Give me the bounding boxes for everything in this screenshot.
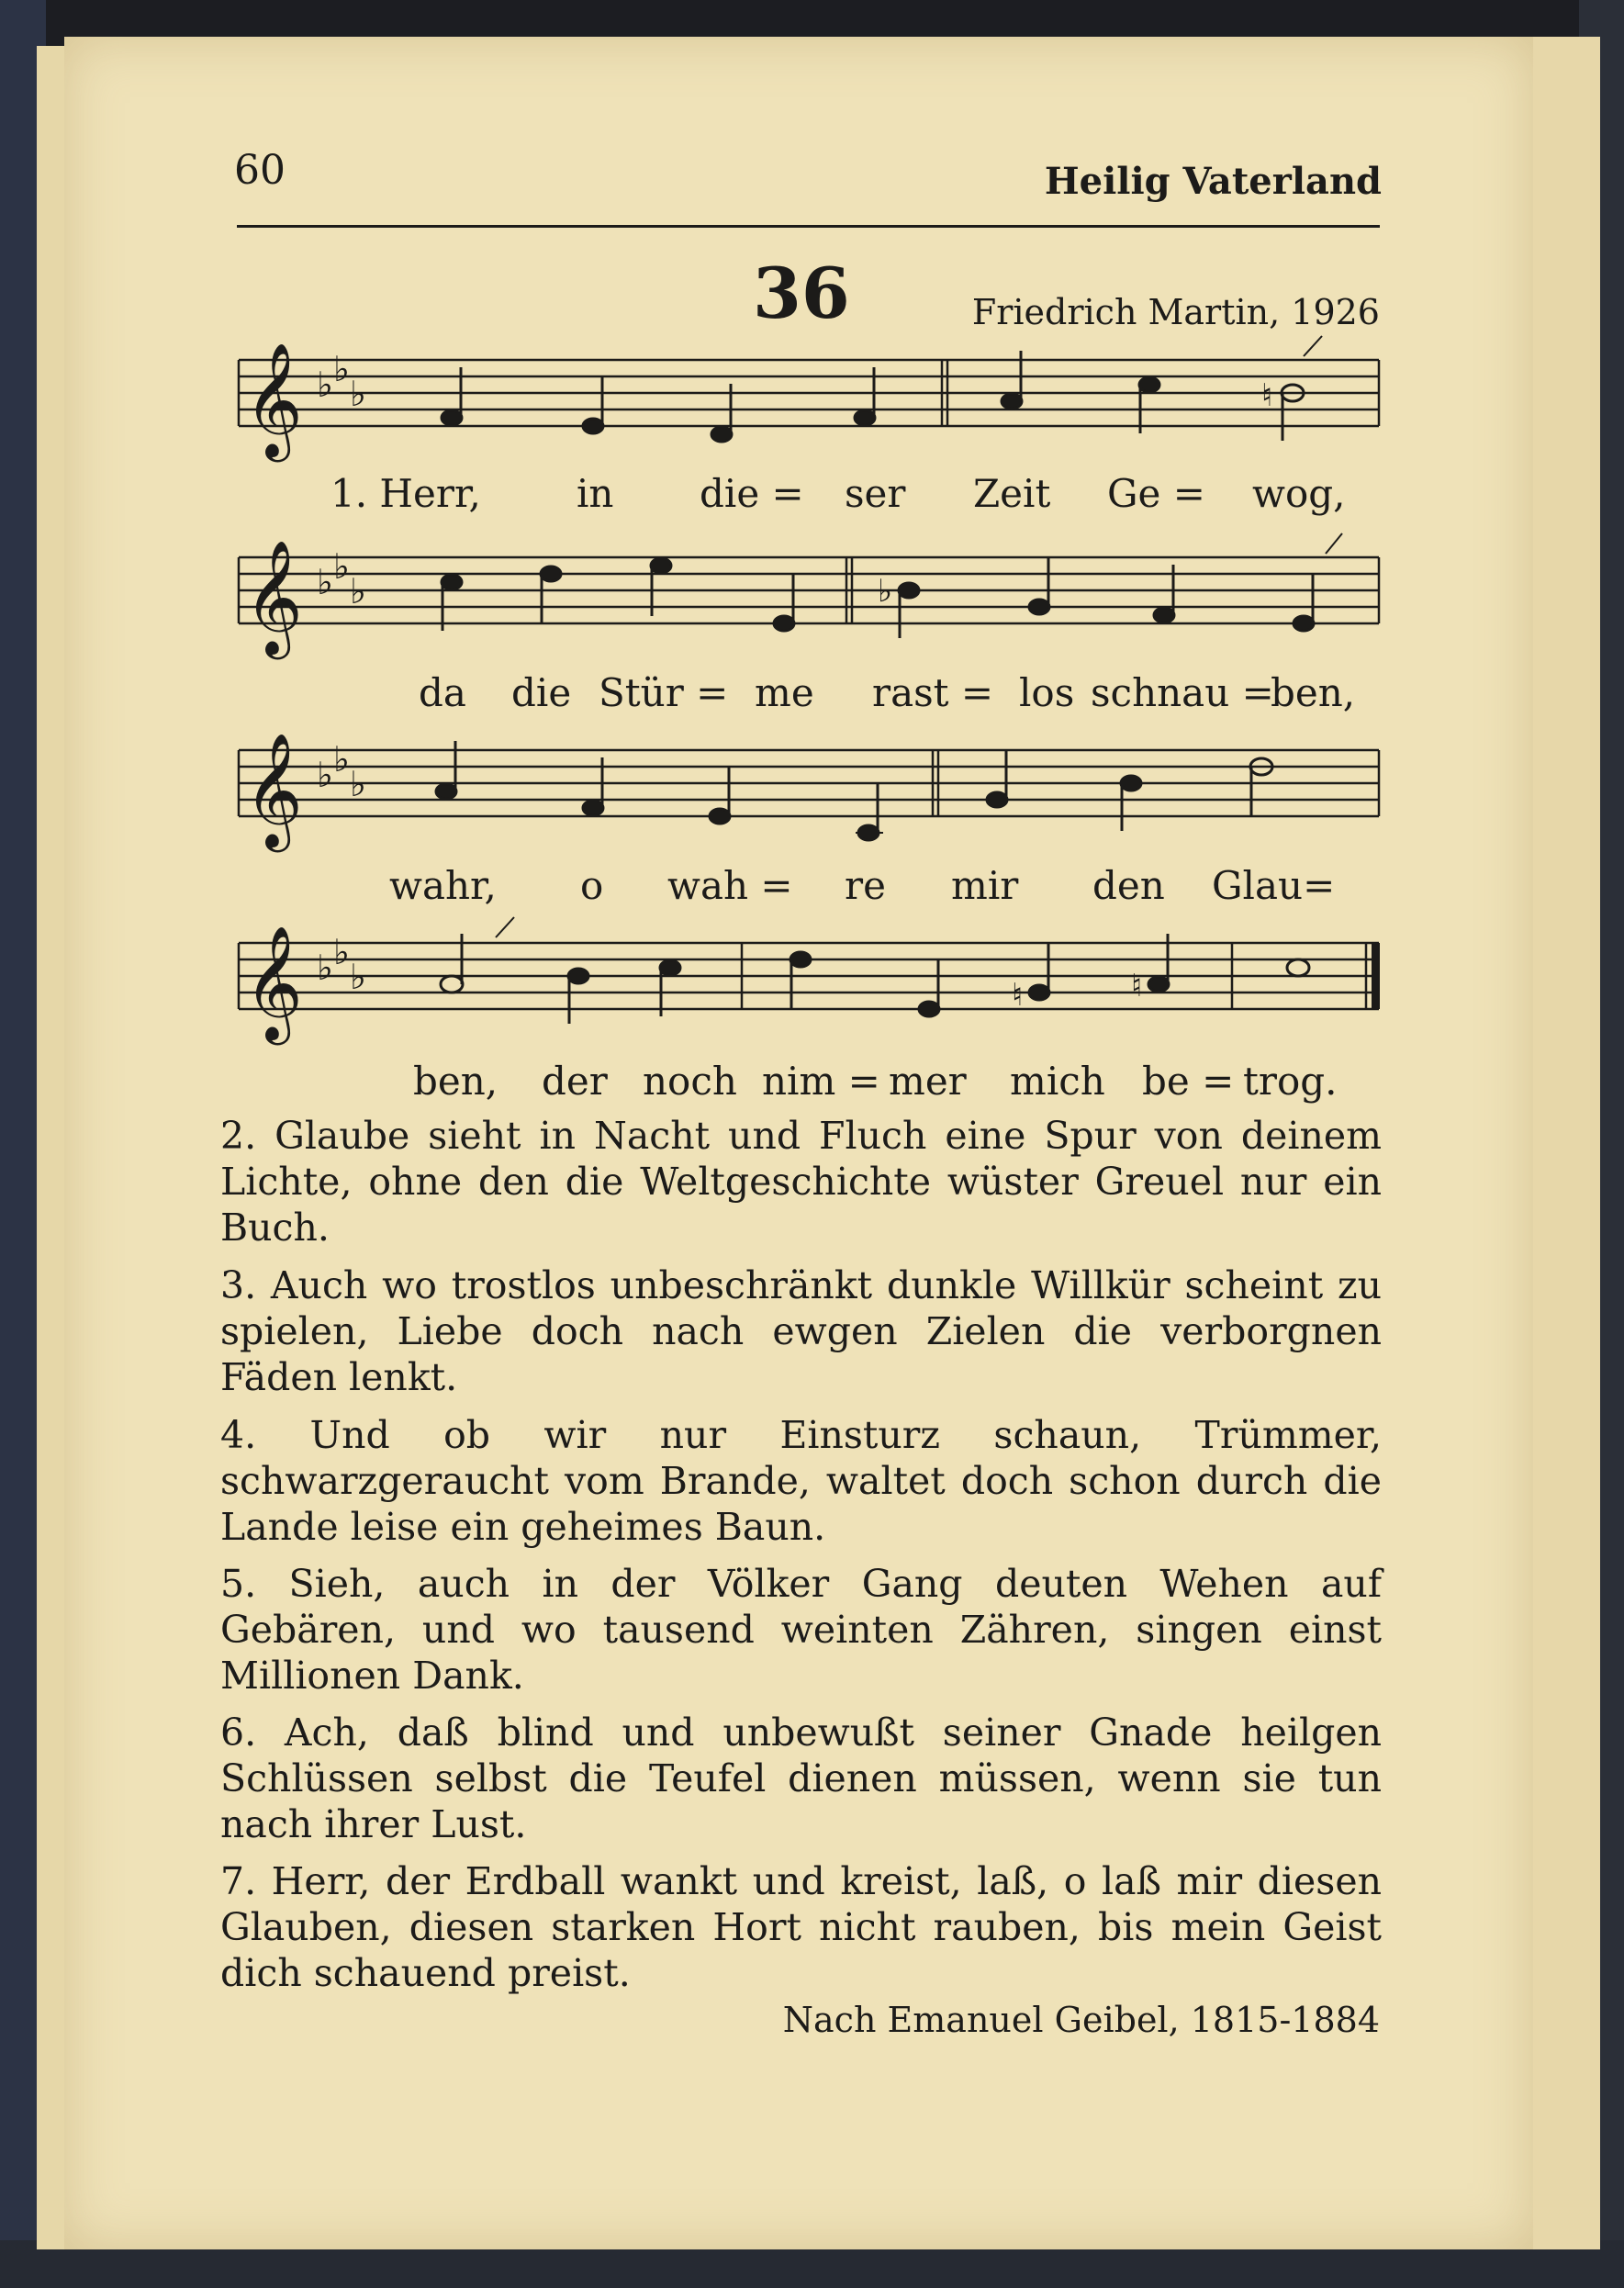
verse-4: 4. Und ob wir nur Einsturz schaun, Trümmer, schwarzgeraucht vom Brande, waltet doch schon durch die Lande leise ein geheimes Baun. [220,1413,1382,1549]
staff-4-notation [230,914,1386,1051]
text-attribution: Nach Emanuel Geibel, 1815-1884 [782,2000,1380,2040]
lyric-line-2 [0,670,1624,718]
lyric-syllable: ben, [1271,670,1356,715]
lyric-line-3 [0,863,1624,911]
svg-text:♮: ♮ [1261,377,1273,414]
lyric-syllable: Zeit [973,471,1051,516]
svg-text:♭: ♭ [317,365,333,405]
lyric-syllable: da [419,670,466,715]
verse-6: 6. Ach, daß blind und unbewußt seiner Gnade heilgen Schlüssen selbst die Teufel dienen müssen, wenn sie tun nach ihrer Lust. [220,1710,1382,1846]
svg-text:♭: ♭ [878,573,893,610]
svg-text:♭: ♭ [350,374,366,414]
lyric-syllable: den [1092,863,1165,908]
lyric-syllable: wog, [1252,471,1346,516]
svg-text:♭: ♭ [317,755,333,795]
lyric-syllable: noch [643,1059,737,1104]
lyric-syllable: wah = [667,863,793,908]
page-header [234,147,1382,211]
svg-text:♭: ♭ [317,948,333,988]
music-staff-3 [230,721,1386,858]
lyric-syllable: ser [845,471,906,516]
svg-text:♮: ♮ [1131,968,1143,1004]
lyric-syllable: rast = [872,670,994,715]
lyric-syllable: nim = [762,1059,880,1104]
running-title: Heilig Vaterland [1044,160,1382,203]
facing-page-edge [1524,37,1600,2249]
svg-text:♭: ♭ [333,349,350,389]
lyric-syllable: me [755,670,814,715]
lyric-syllable: der [542,1059,608,1104]
lyric-syllable: los [1019,670,1075,715]
lyric-syllable: re [845,863,886,908]
lyric-syllable: in [577,471,614,516]
svg-text:𝄞: 𝄞 [244,540,303,655]
lyric-syllable: die [511,670,572,715]
lyric-syllable: o [580,863,604,908]
svg-text:♭: ♭ [317,562,333,602]
svg-text:♭: ♭ [350,764,366,804]
music-staff-4 [230,914,1386,1051]
svg-text:♭: ♭ [333,932,350,972]
lyric-syllable: mich [1010,1059,1105,1104]
svg-text:𝄞: 𝄞 [244,733,303,847]
music-staff-2 [230,528,1386,666]
page-number: 60 [234,147,286,194]
svg-text:𝄞: 𝄞 [244,925,303,1040]
svg-text:𝄞: 𝄞 [244,342,303,457]
verse-3: 3. Auch wo trostlos unbeschränkt dunkle Willkür scheint zu spielen, Liebe doch nach ewgen Zielen die verborgnen Fäden lenkt. [220,1263,1382,1399]
lyric-syllable: die = [700,471,804,516]
lyric-syllable: be = [1142,1059,1235,1104]
lyric-syllable: 1. Herr, [330,471,481,516]
composer-credit: Friedrich Martin, 1926 [971,292,1380,332]
lyric-line-1 [0,471,1624,519]
staff-3-notation [230,721,1386,858]
verse-2: 2. Glaube sieht in Nacht und Fluch eine Spur von deinem Lichte, ohne den die Weltgeschichte wüster Greuel nur ein Buch. [220,1114,1382,1250]
lyric-line-4 [0,1059,1624,1106]
svg-text:♭: ♭ [333,739,350,779]
staff-1-notation [230,331,1386,468]
lyric-syllable: schnau = [1091,670,1274,715]
lyric-syllable: ben, [413,1059,498,1104]
svg-text:♭: ♭ [350,957,366,997]
verse-5: 5. Sieh, auch in der Völker Gang deuten Wehen auf Gebären, und wo tausend weinten Zähren, singen einst Millionen Dank. [220,1562,1382,1698]
svg-text:♮: ♮ [1012,977,1024,1014]
lyric-syllable: trog. [1243,1059,1338,1104]
lyric-syllable: Ge = [1107,471,1205,516]
hymn-number: 36 [753,252,850,334]
verse-7: 7. Herr, der Erdball wankt und kreist, laß, o laß mir diesen Glauben, diesen starken Hort nicht rauben, bis mein Geist dich schauend preist. [220,1859,1382,1995]
lyric-syllable: Stür = [599,670,729,715]
lyric-syllable: Glau= [1212,863,1336,908]
lyric-syllable: mir [951,863,1019,908]
music-staff-1 [230,331,1386,468]
lyric-syllable: wahr, [389,863,497,908]
lyric-syllable: mer [889,1059,967,1104]
svg-text:♭: ♭ [350,571,366,611]
staff-2-notation [230,528,1386,666]
svg-text:♭: ♭ [333,546,350,587]
header-rule [237,225,1380,228]
